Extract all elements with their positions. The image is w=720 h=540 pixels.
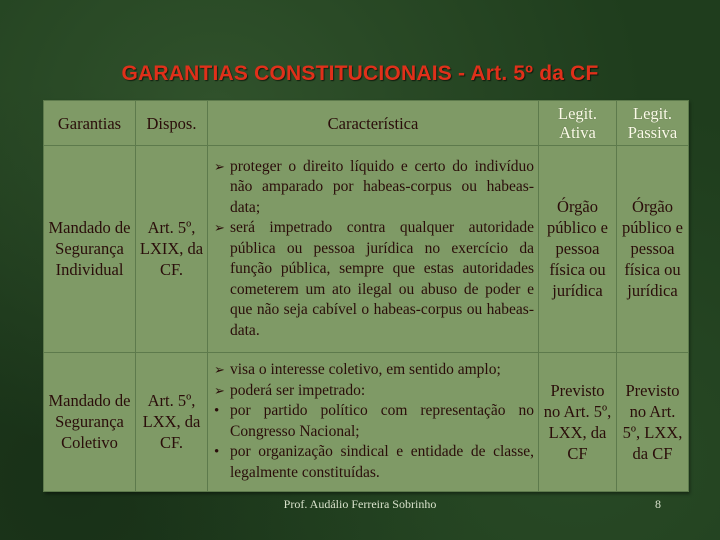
page-number: 8 (655, 497, 661, 511)
caracteristica-item (214, 360, 534, 381)
caracteristica-text: poderá ser impetrado: (230, 381, 366, 399)
caracteristica-item (214, 381, 534, 402)
header-dispos: Dispos. (136, 101, 208, 146)
caracteristica-text: proteger o direito líquido e certo do indivíduo não amparado por habeas-corpus ou habeas-data; (230, 157, 534, 216)
caracteristica-item (214, 442, 534, 483)
cell-caracteristica (208, 352, 539, 492)
caracteristica-item (214, 218, 534, 341)
caracteristica-item (214, 401, 534, 442)
caracteristica-list (214, 360, 534, 483)
caracteristica-text: por organização sindical e entidade de classe, legalmente constituídas. (230, 443, 534, 481)
caracteristica-text: por partido político com representação no Congresso Nacional; (230, 402, 534, 440)
header-caracteristica: Característica (208, 101, 539, 146)
garantias-table (43, 100, 689, 492)
caracteristica-text: será impetrado contra qualquer autoridade pública ou pessoa jurídica no exercício da função pública, sempre que estas autoridades cometerem um ato ilegal ou abuso de poder e que não seja cabível o habeas-corpus ou habeas-data. (230, 219, 534, 339)
cell-garantia: Mandado de Segurança Individual (44, 146, 136, 353)
slide-title: GARANTIAS CONSTITUCIONAIS - Art. 5º da CF (121, 62, 599, 85)
cell-garantia: Mandado de Segurança Coletivo (44, 352, 136, 492)
caracteristica-item (214, 157, 534, 219)
cell-caracteristica (208, 146, 539, 353)
table-row (44, 146, 689, 353)
dot-bullet-icon: • (214, 444, 220, 461)
table-row (44, 352, 689, 492)
caracteristica-text: visa o interesse coletivo, em sentido amplo; (230, 361, 501, 379)
caracteristica-list (214, 157, 534, 342)
cell-legit-ativa: Órgão público e pessoa física ou jurídica (539, 146, 617, 353)
footer-author: Prof. Audálio Ferreira Sobrinho (283, 497, 437, 511)
cell-legit-ativa: Previsto no Art. 5º, LXX, da CF (539, 352, 617, 492)
cell-legit-passiva: Órgão público e pessoa física ou jurídica (617, 146, 689, 353)
cell-dispos: Art. 5º, LXIX, da CF. (136, 146, 208, 353)
header-legit-passiva: Legit. Passiva (617, 101, 689, 146)
table-header-row (44, 101, 689, 146)
arrow-bullet-icon: ➢ (214, 220, 225, 235)
arrow-bullet-icon: ➢ (214, 382, 225, 398)
arrow-bullet-icon: ➢ (214, 158, 225, 174)
arrow-bullet-icon: ➢ (214, 362, 225, 378)
dot-bullet-icon: • (214, 403, 220, 420)
cell-legit-passiva: Previsto no Art. 5º, LXX, da CF (617, 352, 689, 492)
header-garantias: Garantias (44, 101, 136, 146)
garantias-table-container (43, 100, 688, 492)
header-legit-ativa: Legit. Ativa (539, 101, 617, 146)
cell-dispos: Art. 5º, LXX, da CF. (136, 352, 208, 492)
